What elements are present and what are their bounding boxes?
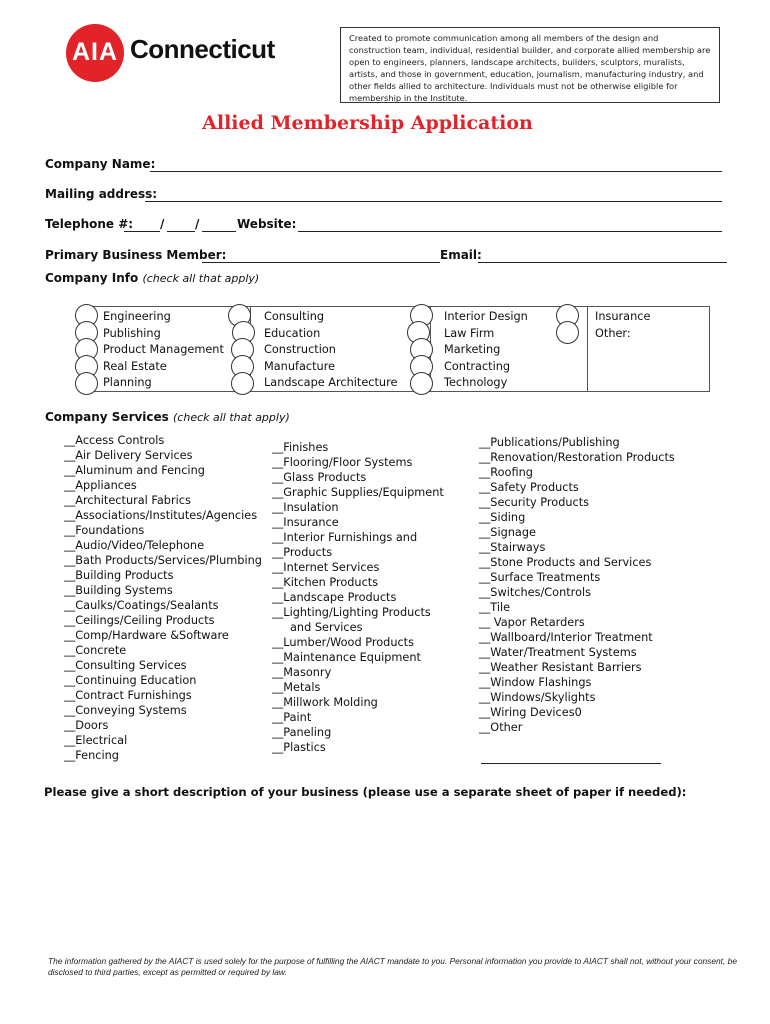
- radio-technology[interactable]: [410, 372, 433, 395]
- company-info-hint: (check all that apply): [142, 272, 260, 285]
- info-option: Contracting: [444, 359, 511, 373]
- privacy-footer: The information gathered by the AIACT is used solely for the purpose of fulfilling the AIACT mandate to you. Personal information you provide to AIACT shall not, without your consent, be disclosed to third parties, except as permitted or required by law.: [48, 956, 737, 977]
- service-item[interactable]: __Maintenance Equipment: [272, 651, 421, 664]
- telephone-label: Telephone #:: [45, 217, 134, 231]
- service-item[interactable]: __Audio/Video/Telephone: [64, 539, 205, 552]
- website-label: Website:: [237, 217, 297, 231]
- description-area[interactable]: [44, 805, 724, 945]
- service-item[interactable]: __Electrical: [64, 734, 128, 747]
- service-item[interactable]: __Security Products: [479, 496, 590, 509]
- info-option: Technology: [444, 376, 508, 390]
- info-option: Product Management: [103, 343, 224, 357]
- website-field[interactable]: [298, 231, 722, 232]
- service-item[interactable]: __Aluminum and Fencing: [64, 464, 205, 477]
- radio-landscape-architecture[interactable]: [231, 372, 254, 395]
- email-field[interactable]: [478, 262, 727, 263]
- service-item[interactable]: __Insurance: [272, 516, 339, 529]
- service-item[interactable]: __Publications/Publishing: [479, 436, 620, 449]
- service-item[interactable]: __Comp/Hardware &Software: [64, 629, 229, 642]
- info-option: Real Estate: [103, 359, 167, 373]
- info-option: Insurance: [595, 310, 651, 323]
- service-item[interactable]: __Access Controls: [64, 434, 165, 447]
- company-services-heading: [45, 410, 290, 424]
- service-item[interactable]: __Internet Services: [272, 561, 380, 574]
- info-option: Manufacture: [264, 359, 336, 373]
- service-item[interactable]: __Bath Products/Services/Plumbing: [64, 554, 262, 567]
- service-item[interactable]: __Metals: [272, 681, 321, 694]
- service-item[interactable]: __Associations/Institutes/Agencies: [64, 509, 258, 522]
- service-item-continued: and Services: [290, 621, 363, 634]
- service-item[interactable]: __Masonry: [272, 666, 332, 679]
- radio-planning[interactable]: [75, 372, 98, 395]
- logo-name: Connecticut: [130, 34, 275, 64]
- primary-member-label: Primary Business Member:: [45, 248, 227, 262]
- info-option: Landscape Architecture: [264, 376, 398, 390]
- service-item[interactable]: __Fencing: [64, 749, 119, 762]
- service-item[interactable]: __Weather Resistant Barriers: [479, 661, 642, 674]
- page-title: Allied Membership Application: [202, 112, 533, 134]
- intro-text-box: Created to promote communication among all members of the design and construction team, individual, residential builder, and corporate allied membership are open to engineers, planners, landscape architects, builders, sculptors, muralists, artists, and those in government, education, journalism, manufacturing industry, and other fields allied to architecture. Individuals must not be otherwise eligible for membership in the Institute.: [340, 27, 720, 103]
- info-option: Construction: [264, 343, 336, 357]
- telephone-line-field[interactable]: [202, 231, 236, 232]
- service-item[interactable]: __Ceilings/Ceiling Products: [64, 614, 215, 627]
- service-item[interactable]: __Building Systems: [64, 584, 173, 597]
- info-option: Consulting: [264, 310, 325, 323]
- service-item[interactable]: __Stone Products and Services: [479, 556, 652, 569]
- services-column-1: [64, 433, 262, 763]
- service-item[interactable]: __Wiring Devices0: [479, 706, 582, 719]
- service-item[interactable]: __Paint: [272, 711, 312, 724]
- info-option: Education: [264, 326, 321, 340]
- service-item[interactable]: __Graphic Supplies/Equipment: [272, 486, 444, 499]
- mailing-address-label: Mailing address:: [45, 187, 158, 201]
- service-item[interactable]: __Switches/Controls: [479, 586, 592, 599]
- service-item[interactable]: __Signage: [479, 526, 536, 539]
- telephone-prefix-field[interactable]: [167, 231, 195, 232]
- service-item[interactable]: __Caulks/Coatings/Sealants: [64, 599, 219, 612]
- service-item[interactable]: __Glass Products: [272, 471, 367, 484]
- service-item[interactable]: __Safety Products: [479, 481, 579, 494]
- description-prompt: Please give a short description of your business (please use a separate sheet of paper if needed):: [44, 785, 687, 799]
- service-item[interactable]: __Conveying Systems: [64, 704, 187, 717]
- service-item[interactable]: __Tile: [479, 601, 511, 614]
- company-info-label: Company Info: [45, 271, 139, 285]
- service-item[interactable]: __Wallboard/Interior Treatment: [479, 631, 653, 644]
- service-item[interactable]: __Stairways: [479, 541, 546, 554]
- company-services-label: Company Services: [45, 410, 169, 424]
- service-item[interactable]: __Siding: [479, 511, 526, 524]
- service-item[interactable]: __Architectural Fabrics: [64, 494, 191, 507]
- logo-mark-text: AIA: [71, 38, 119, 66]
- service-item[interactable]: __Renovation/Restoration Products: [479, 451, 675, 464]
- services-column-2: [272, 440, 444, 755]
- company-info-table: [86, 306, 710, 392]
- primary-member-field[interactable]: [202, 262, 440, 263]
- info-column-4: [595, 309, 650, 342]
- service-item[interactable]: __Interior Furnishings and: [272, 531, 418, 544]
- service-item[interactable]: __Continuing Education: [64, 674, 197, 687]
- service-item[interactable]: __Flooring/Floor Systems: [272, 456, 413, 469]
- info-option: Engineering: [103, 310, 171, 323]
- info-option: Planning: [103, 376, 152, 390]
- services-column-3: [479, 435, 675, 735]
- table-divider: [587, 307, 588, 391]
- telephone-slash: /: [160, 217, 165, 231]
- service-item[interactable]: __Contract Furnishings: [64, 689, 192, 702]
- company-name-label: Company Name:: [45, 157, 156, 171]
- info-option: Publishing: [103, 326, 161, 340]
- service-item[interactable]: __Concrete: [64, 644, 127, 657]
- company-services-hint: (check all that apply): [173, 411, 290, 424]
- info-option: Interior Design: [444, 310, 528, 323]
- info-column-1: [103, 309, 224, 392]
- service-item[interactable]: __Surface Treatments: [479, 571, 601, 584]
- mailing-address-field[interactable]: [145, 201, 722, 202]
- info-column-3: [444, 309, 528, 392]
- service-item[interactable]: __Kitchen Products: [272, 576, 379, 589]
- service-item[interactable]: __Lighting/Lighting Products: [272, 606, 431, 619]
- info-column-2: [264, 309, 397, 392]
- radio-other[interactable]: [556, 321, 579, 344]
- service-item[interactable]: __Window Flashings: [479, 676, 592, 689]
- service-item[interactable]: __Consulting Services: [64, 659, 187, 672]
- service-item[interactable]: __Paneling: [272, 726, 332, 739]
- service-item[interactable]: __Water/Treatment Systems: [479, 646, 637, 659]
- service-item[interactable]: __Other: [479, 721, 523, 734]
- service-item[interactable]: __Products: [272, 546, 333, 559]
- service-item[interactable]: __Millwork Molding: [272, 696, 378, 709]
- email-label: Email:: [440, 248, 482, 262]
- company-name-field[interactable]: [150, 171, 722, 172]
- service-item[interactable]: __Foundations: [64, 524, 145, 537]
- info-option: Law Firm: [444, 326, 495, 340]
- company-info-heading: [45, 271, 259, 285]
- telephone-area-code-field[interactable]: [124, 231, 160, 232]
- service-item[interactable]: __Windows/Skylights: [479, 691, 596, 704]
- service-item[interactable]: __Landscape Products: [272, 591, 397, 604]
- aia-logo-mark: [66, 24, 124, 82]
- telephone-slash: /: [195, 217, 200, 231]
- service-item[interactable]: __Roofing: [479, 466, 533, 479]
- service-item[interactable]: __Doors: [64, 719, 109, 732]
- service-item[interactable]: __Finishes: [272, 441, 329, 454]
- service-item[interactable]: __Appliances: [64, 479, 137, 492]
- info-option: Other:: [595, 326, 631, 340]
- service-item[interactable]: __Building Products: [64, 569, 174, 582]
- service-item[interactable]: __Lumber/Wood Products: [272, 636, 414, 649]
- service-item[interactable]: __Plastics: [272, 741, 326, 754]
- service-item[interactable]: __ Vapor Retarders: [479, 616, 585, 629]
- service-item[interactable]: __Air Delivery Services: [64, 449, 193, 462]
- info-option: Marketing: [444, 343, 501, 357]
- other-service-field[interactable]: [481, 763, 661, 764]
- service-item[interactable]: __Insulation: [272, 501, 339, 514]
